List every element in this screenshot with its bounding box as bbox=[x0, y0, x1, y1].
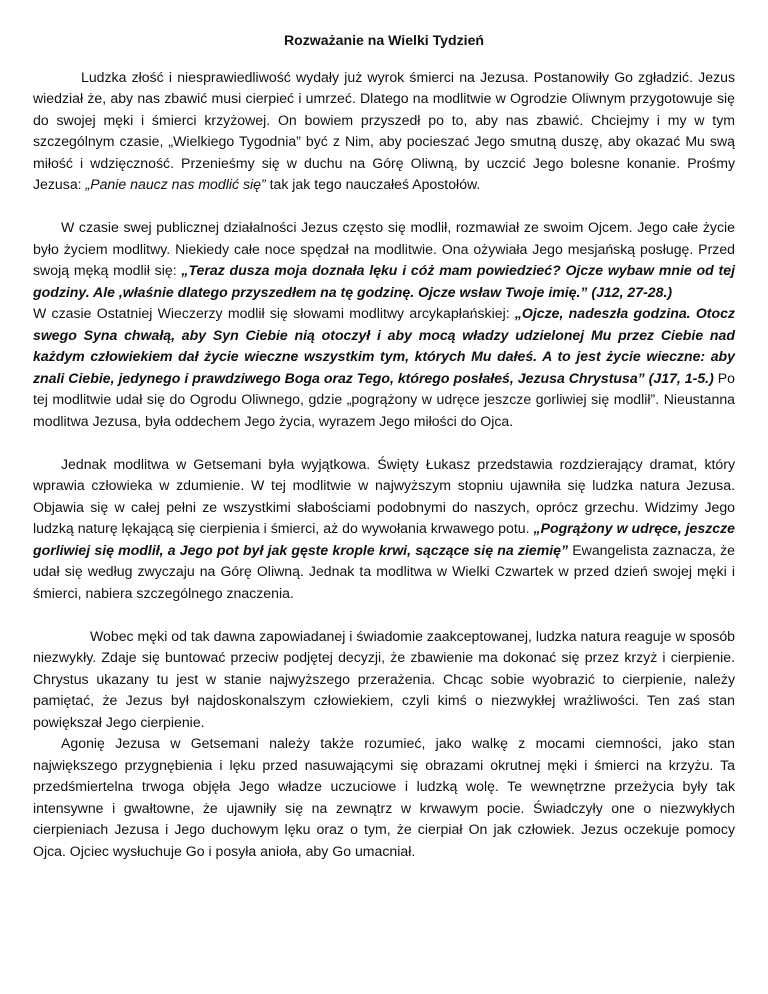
paragraph-2 bbox=[33, 217, 735, 303]
paragraph-2-quote: „Teraz dusza moja doznała lęku i cóż mam powiedzieć? Ojcze wybaw mnie od tej godziny. Ale ,właśnie dlatego przyszedłem na tę godzinę. Ojcze wsław Twoje imię.” (J12, 27-28.) bbox=[33, 262, 735, 300]
paragraph-3 bbox=[33, 303, 735, 432]
paragraph-3-text: W czasie Ostatniej Wieczerzy modlił się słowami modlitwy arcykapłańskiej: bbox=[33, 305, 515, 321]
paragraph-4-quote: „Pogrążony w udręce, jeszcze gorliwiej się modlił, a Jego pot był jak gęste krople krwi, sączące się na ziemię” bbox=[33, 520, 735, 558]
paragraph-1-text: Ludzka złość i niesprawiedliwość wydały już wyrok śmierci na Jezusa. Postanowiły Go zgładzić. Jezus wiedział że, aby nas zbawić musi cierpieć i umrzeć. Dlatego na modlitwie w Ogrodzie Oliwnym przygotowuje się do swojej męki i śmierci krzyżowej. On bowiem przyszedł po to, aby nas zbawić. Chciejmy i my w tym szczególnym czasie, „Wielkiego Tygodnia” być z Nim, aby pocieszać Jego smutną duszę, aby okazać Mu swą miłość i wdzięczność. Przenieśmy się w duchu na Górę Oliwną, by uczcić Jego bolesne konanie. Prośmy Jezusa: bbox=[33, 68, 735, 192]
document-page bbox=[33, 30, 735, 862]
paragraph-2-text: W czasie swej publicznej działalności Jezus często się modlił, rozmawiał ze swoim Ojcem. Jego całe życie było życiem modlitwy. Niekiedy całe noce spędzał na modlitwie. Ona ożywiała Jego mesjańską posługę. Przed swoją męką modlił się: bbox=[33, 219, 735, 278]
document-title: Rozważanie na Wielki Tydzień bbox=[283, 32, 485, 48]
paragraph-gap bbox=[33, 196, 735, 218]
paragraph-1-tail: tak jak tego nauczałeś Apostołów. bbox=[265, 176, 481, 192]
paragraph-4-text: Jednak modlitwa w Getsemani była wyjątkowa. Święty Łukasz przedstawia rozdzierający dramat, który wprawia człowieka w zdumienie. W tej modlitwie w najwyższym stopniu ujawniła się ludzka natura Jezusa. Objawia się w całej pełni ze wszystkimi słabościami podobnymi do naszych, oprócz grzechu. Widzimy Jego ludzką naturę lękającą się cierpienia i śmierci, aż do wywołania krwawego potu. bbox=[33, 455, 735, 536]
paragraph-6: Agonię Jezusa w Getsemani należy także rozumieć, jako walkę z mocami ciemności, jako stan największego przygnębienia i lęku przed nasuwającymi się obrazami okrutnej męki i śmierci na krzyżu. Ta przedśmiertelna trwoga objęła Jego władze uczuciowe i ludzką wolę. Te wewnętrzne przeżycia były tak intensywne i gwałtowne, że ujawniły się na zewnątrz w krwawym pocie. Świadczyły one o niezwykłych cierpieniach Jezusa i Jego duchowym lęku oraz o tym, że cierpiał On jak człowiek. Jezus oczekuje pomocy Ojca. Ojciec wysłuchuje Go i posyła anioła, aby Go umacniał. bbox=[33, 735, 735, 859]
paragraph-4 bbox=[33, 454, 735, 605]
paragraph-gap bbox=[33, 604, 735, 626]
paragraph-3-tail: Po tej modlitwie udał się do Ogrodu Oliwnego, gdzie „pogrążony w udręce jeszcze gorliwiej się modlił”. Nieustanna modlitwa Jezusa, była oddechem Jego życia, wyrazem Jego miłości do Ojca. bbox=[33, 369, 735, 429]
paragraph-5: Wobec męki od tak dawna zapowiadanej i świadomie zaakceptowanej, ludzka natura reaguje w sposób niezwykły. Zdaje się buntować przeciw podjętej decyzji, że zbawienie ma dokonać się przez krzyż i cierpienie. Chrystus ukazany tu jest w stanie najwyższego przerażenia. Chcąc sobie wyobrazić to cierpienie, należy pamiętać, że Jezus był najdoskonalszym człowiekiem, czyli kimś o niezwykłej wrażliwości. Ten zaś stan powiększał Jego cierpienie. bbox=[33, 627, 735, 730]
paragraph-1 bbox=[33, 67, 735, 196]
paragraph-gap bbox=[33, 432, 735, 454]
paragraph-1-quote: „Panie naucz nas modlić się” bbox=[85, 176, 266, 192]
paragraph-4-tail: Ewangelista zaznacza, że udał się według zwyczaju na Górę Oliwną. Jednak ta modlitwa w Wielki Czwartek w przed dzień swojej męki i śmierci, nabiera szczególnego znaczenia. bbox=[33, 541, 735, 601]
paragraph-3-quote: „Ojcze, nadeszła godzina. Otocz swego Syna chwałą, aby Syn Ciebie nią otoczył i aby mocą władzy udzielonej Mu przez Ciebie nad każdym człowiekiem dał życie wieczne wszystkim tym, których Mu dałeś. A to jest życie wieczne: aby znali Ciebie, jedynego i prawdziwego Boga oraz Tego, którego posłałeś, Jezusa Chrystusa” (J17, 1-5.) bbox=[33, 305, 735, 386]
